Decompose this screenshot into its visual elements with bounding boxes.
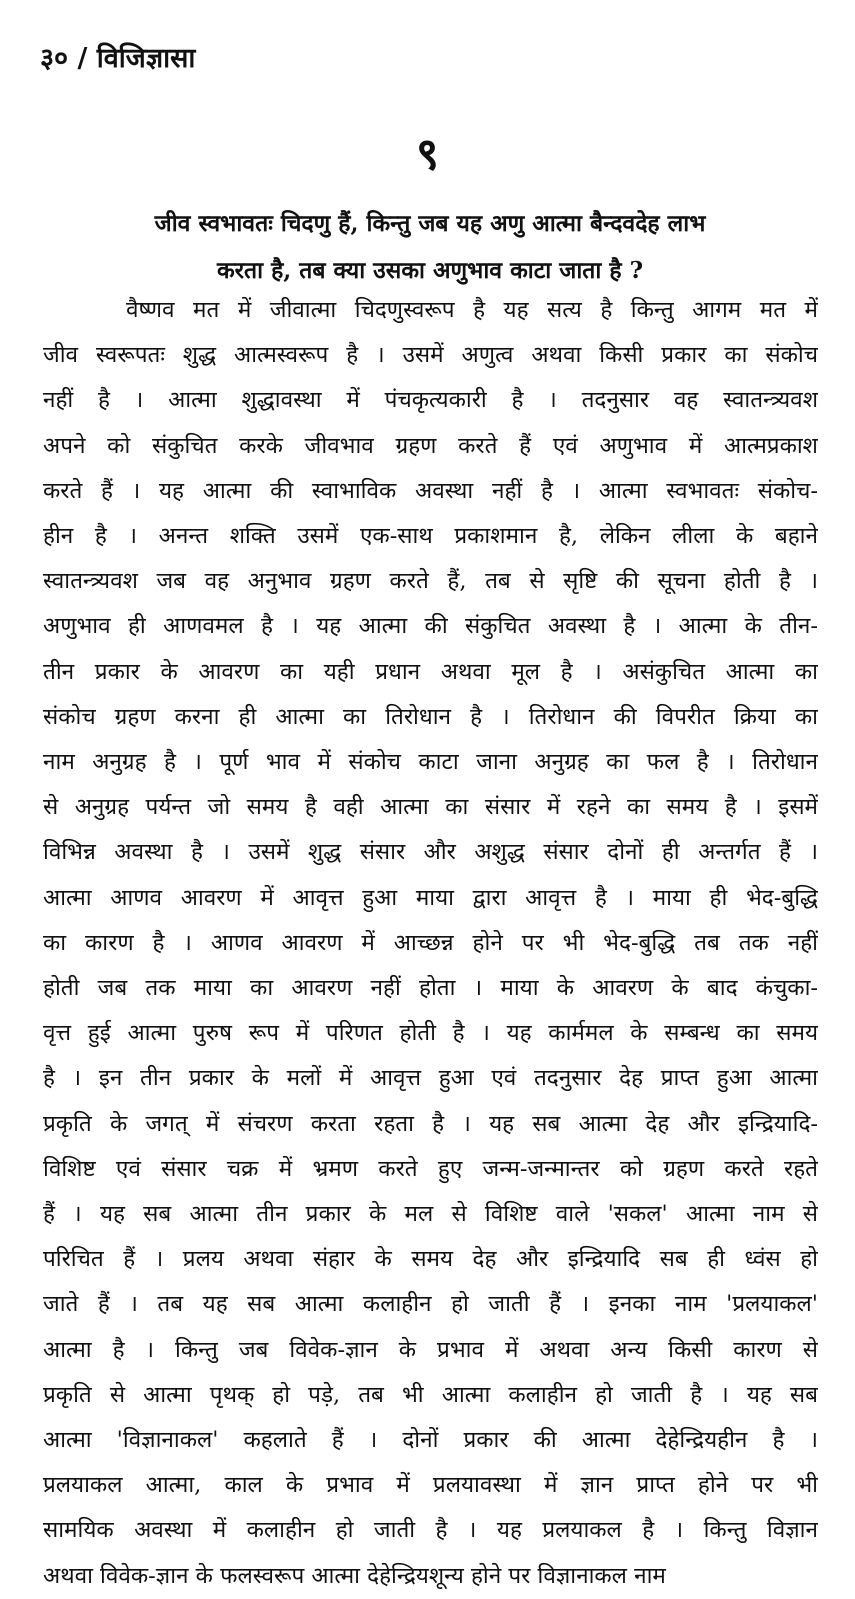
body-line: जाते हैं । तब यह सब आत्मा कलाहीन हो जाती हैं । इनका नाम 'प्रलयाकल' — [43, 1291, 818, 1318]
body-line: वैष्णव मत में जीवात्मा चिदणुस्वरूप है यह सत्य है किन्तु आगम मत में — [126, 297, 818, 323]
body-line: का कारण है । आणव आवरण में आच्छन्न होने पर भी भेद-बुद्धि तब तक नहीं — [43, 929, 818, 956]
body-line: हीन है । अनन्त शक्ति उसमें एक-साथ प्रकाशमान है, लेकिन लीला के बहाने — [43, 523, 818, 550]
body-line: प्रकृति के जगत् में संचरण करता रहता है । यह सब आत्मा देह और इन्द्रियादि- — [43, 1110, 818, 1137]
body-line: अपने को संकुचित करके जीवभाव ग्रहण करते हैं एवं अणुभाव में आत्मप्रकाश — [43, 432, 818, 459]
book-title: विजिज्ञासा — [96, 43, 196, 74]
body-line: आत्मा आणव आवरण में आवृत्त हुआ माया द्वारा आवृत्त है । माया ही भेद-बुद्धि — [43, 884, 818, 911]
chapter-question — [60, 200, 800, 294]
page-number: ३० — [40, 43, 69, 74]
body-line: करते हैं । यह आत्मा की स्वाभाविक अवस्था नहीं है । आत्मा स्वभावतः संकोच- — [43, 477, 818, 504]
question-line: करता है, तब क्या उसका अणुभाव काटा जाता है ? — [216, 257, 644, 284]
body-line: आत्मा 'विज्ञानाकल' कहलाते हैं । दोनों प्रकार की आत्मा देहेन्द्रियहीन है । — [43, 1427, 818, 1454]
body-line: है । इन तीन प्रकार के मलों में आवृत्त हुआ एवं तदनुसार देह प्राप्त हुआ आत्मा — [43, 1065, 818, 1092]
body-line: अणुभाव ही आणवमल है । यह आत्मा की संकुचित अवस्था है । आत्मा के तीन- — [43, 613, 818, 640]
body-line: विशिष्ट एवं संसार चक्र में भ्रमण करते हुए जन्म-जन्मान्तर को ग्रहण करते रहते — [43, 1155, 818, 1182]
body-line: वृत्त हुई आत्मा पुरुष रूप में परिणत होती है । यह कार्ममल के सम्बन्ध का समय — [43, 1020, 818, 1047]
body-line: प्रलयाकल आत्मा, काल के प्रभाव में प्रलयावस्था में ज्ञान प्राप्त होने पर भी — [43, 1472, 818, 1499]
body-line: जीव स्वरूपतः शुद्ध आत्मस्वरूप है । उसमें अणुत्व अथवा किसी प्रकार का संकोच — [43, 342, 818, 369]
body-line: हैं । यह सब आत्मा तीन प्रकार के मल से विशिष्ट वाले 'सकल' आत्मा नाम से — [43, 1201, 818, 1228]
header-separator: / — [77, 43, 88, 74]
body-line: स्वातन्त्र्यवश जब वह अनुभाव ग्रहण करते हैं, तब से सृष्टि की सूचना होती है । — [43, 568, 818, 595]
body-line: संकोच ग्रहण करना ही आत्मा का तिरोधान है । तिरोधान की विपरीत क्रिया का — [43, 703, 818, 730]
body-text — [43, 288, 818, 1599]
running-header — [40, 38, 195, 75]
body-line: से अनुग्रह पर्यन्त जो समय है वही आत्मा का संसार में रहने का समय है । इसमें — [43, 794, 818, 821]
body-line: विभिन्न अवस्था है । उसमें शुद्ध संसार और अशुद्ध संसार दोनों ही अन्तर्गत हैं । — [43, 839, 818, 866]
body-line: प्रकृति से आत्मा पृथक् हो पड़े, तब भी आत्मा कलाहीन हो जाती है । यह सब — [43, 1381, 818, 1408]
body-line: नहीं है । आत्मा शुद्धावस्था में पंचकृत्यकारी है । तदनुसार वह स्वातन्त्र्यवश — [43, 387, 818, 414]
body-line: अथवा विवेक-ज्ञान के फलस्वरूप आत्मा देहेन्द्रियशून्य होने पर विज्ञानाकल नाम — [43, 1562, 666, 1589]
body-line: सामयिक अवस्था में कलाहीन हो जाती है । यह प्रलयाकल है । किन्तु विज्ञान — [43, 1517, 818, 1544]
body-line: होती जब तक माया का आवरण नहीं होता । माया के आवरण के बाद कंचुका- — [43, 975, 818, 1002]
question-line: जीव स्वभावतः चिदणु हैं, किन्तु जब यह अणु आत्मा बैन्दवदेह लाभ — [154, 210, 706, 237]
body-line: नाम अनुग्रह है । पूर्ण भाव में संकोच काटा जाना अनुग्रह का फल है । तिरोधान — [43, 749, 818, 776]
body-line: परिचित हैं । प्रलय अथवा संहार के समय देह और इन्द्रियादि सब ही ध्वंस हो — [43, 1246, 818, 1273]
chapter-number: ९ — [416, 129, 439, 180]
body-line: तीन प्रकार के आवरण का यही प्रधान अथवा मूल है । असंकुचित आत्मा का — [43, 658, 818, 685]
body-line: आत्मा है । किन्तु जब विवेक-ज्ञान के प्रभाव में अथवा अन्य किसी कारण से — [43, 1336, 818, 1363]
